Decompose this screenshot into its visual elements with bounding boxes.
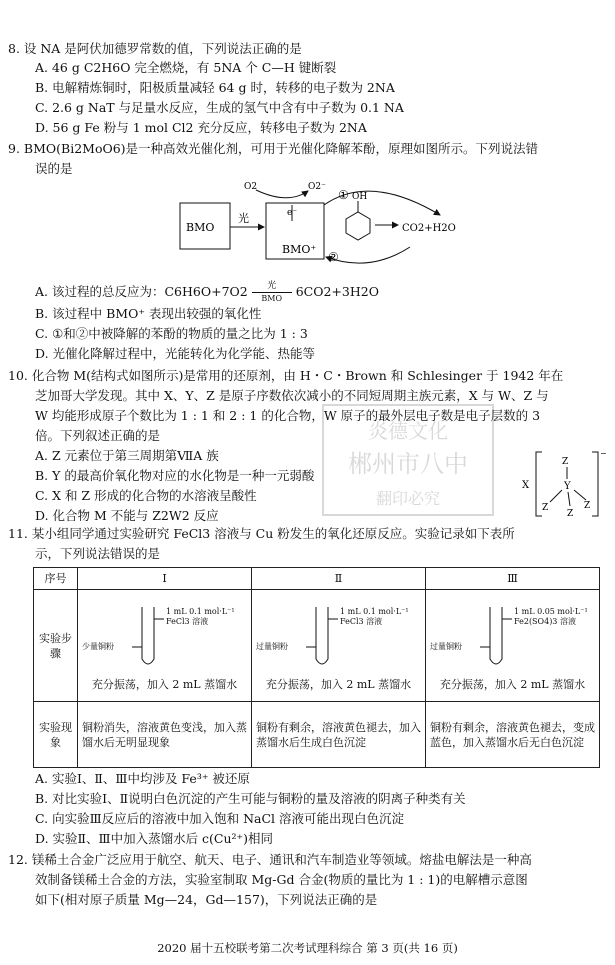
step2-shake: 充分振荡，加入 2 mL 蒸馏水: [265, 678, 412, 691]
header-index: 序号: [34, 568, 78, 590]
q9-option-c: C. ①和②中被降解的苯酚的物质的量之比为 1 : 3: [35, 326, 308, 341]
struct-x: X: [522, 480, 530, 491]
step-cell-1: [78, 590, 252, 702]
q8-option-d: D. 56 g Fe 粉与 1 mol Cl2 充分反应，转移电子数为 2NA: [35, 120, 367, 135]
path-2-label: ②: [328, 250, 339, 264]
q11-option-d: D. 实验Ⅱ、Ⅲ中加入蒸馏水后 c(Cu²⁺)相同: [35, 831, 274, 846]
struct-z-left: Z: [542, 503, 549, 513]
phenomenon-3: 铜粉有剩余，溶液黄色褪去，变成蓝色，加入蒸馏水后无白色沉淀: [426, 702, 600, 768]
header-exp-1: Ⅰ: [78, 568, 252, 590]
q10-stem-line2: 芝加哥大学发现。其中 X、Y、Z 是原子序数依次减小的不同短周期主族元素，X 与 W、Z 与: [35, 388, 549, 403]
q11-stem-line2: 示，下列说法错误的是: [35, 546, 161, 561]
table-header-row: [34, 568, 600, 590]
phenomenon-2: 铜粉有剩余，溶液黄色褪去，加入蒸馏水后生成白色沉淀: [252, 702, 426, 768]
q9-a-left: A. 该过程的总反应为：C6H6O+7O2: [35, 284, 248, 299]
step1-solution-label: 1 mL 0.1 mol·L⁻¹ FeCl3 溶液: [166, 607, 235, 626]
row-label-steps: 实验步骤: [34, 590, 78, 702]
header-exp-3: Ⅲ: [426, 568, 600, 590]
q9-stem-line1: 9. BMO(Bi2MoO6)是一种高效光催化剂，可用于光催化降解苯酚，原理如图所示。下列说法错: [8, 141, 539, 156]
compound-m-structure: [520, 444, 605, 524]
svg-text:郴州市八中: 郴州市八中: [348, 450, 468, 478]
q8-stem: 8. 设 NA 是阿伏加德罗常数的值，下列说法正确的是: [8, 41, 302, 56]
struct-z-top: Z: [562, 457, 569, 467]
experiment-table: [33, 567, 600, 768]
oh-label: OH: [352, 192, 368, 202]
struct-z-right: Z: [584, 501, 591, 511]
q8-option-b: B. 电解精炼铜时，阳极质量减轻 64 g 时，转移的电子数为 2NA: [35, 80, 395, 95]
phenol-ring-icon: [346, 212, 370, 240]
q10-stem-line3: W 均能形成原子个数比为 1 : 1 和 2 : 1 的化合物，W 原子的最外层电子数是电子层数的 3: [35, 408, 541, 423]
o2-arrow: [256, 190, 308, 198]
electron-label: e⁻: [287, 208, 298, 218]
q9-a-condition-light: 光: [267, 281, 277, 291]
bmo-plus-label: BMO⁺: [282, 243, 317, 256]
watermark-seal: [318, 400, 498, 520]
test-tube-diagram-2: [256, 599, 421, 677]
phenomenon-1: 铜粉消失，溶液黄色变浅，加入蒸馏水后无明显现象: [78, 702, 252, 768]
q9-option-a: [35, 282, 379, 303]
q10-stem-line1: 10. 化合物 M(结构式如图所示)是常用的还原剂，由 H・C・Brown 和 Schlesinger 于 1942 年在: [8, 368, 564, 383]
header-exp-2: Ⅱ: [252, 568, 426, 590]
step3-cu-label: 过量铜粉: [430, 642, 462, 651]
svg-text:−: −: [600, 449, 607, 458]
bmo-label: BMO: [186, 221, 215, 234]
step2-cu-label: 过量铜粉: [256, 642, 288, 651]
q12-stem-line1: 12. 镁稀土合金广泛应用于航空、航天、电子、通讯和汽车制造业等领域。熔盐电解法是一种高: [8, 852, 532, 867]
table-row-phenomena: [34, 702, 600, 768]
q12-stem-line2: 效制备镁稀土合金的方法，实验室制取 Mg-Gd 合金(物质的量比为 1 : 1)的电解槽示意图: [35, 872, 528, 887]
q11-option-c: C. 向实验Ⅲ反应后的溶液中加入饱和 NaCl 溶液可能出现白色沉淀: [35, 811, 405, 826]
q9-option-b: B. 该过程中 BMO⁺ 表现出较强的氧化性: [35, 306, 262, 321]
step-cell-3: [426, 590, 600, 702]
q10-option-c: C. X 和 Z 形成的化合物的水溶液呈酸性: [35, 488, 257, 503]
light-label: 光: [238, 212, 249, 225]
test-tube-diagram-3: [430, 599, 595, 677]
q10-option-b: B. Y 的最高价氧化物对应的水化物是一种一元弱酸: [35, 468, 315, 483]
q10-option-d: D. 化合物 M 不能与 Z2W2 反应: [35, 508, 219, 523]
o2-label: O2: [244, 182, 258, 192]
step1-cu-label: 少量铜粉: [82, 642, 114, 651]
q11-option-a: A. 实验Ⅰ、Ⅱ、Ⅲ中均涉及 Fe³⁺ 被还原: [35, 771, 250, 786]
q9-a-reaction-arrow: [252, 282, 292, 303]
svg-text:炎德文化: 炎德文化: [368, 419, 448, 443]
q11-option-b: B. 对比实验Ⅰ、Ⅱ说明白色沉淀的产生可能与铜粉的量及溶液的阴离子种类有关: [35, 791, 466, 806]
row-label-phenomena: 实验现象: [34, 702, 78, 768]
step3-shake: 充分振荡，加入 2 mL 蒸馏水: [439, 678, 586, 691]
q9-stem-line2: 误的是: [35, 161, 73, 176]
q10-option-a: A. Z 元素位于第三周期第ⅦA 族: [35, 448, 219, 463]
test-tube-diagram-1: [82, 599, 247, 677]
q9-option-d: D. 光催化降解过程中，光能转化为化学能、热能等: [35, 346, 316, 361]
struct-y: Y: [564, 481, 571, 492]
step3-solution-label: 1 mL 0.05 mol·L⁻¹ Fe2(SO4)3 溶液: [514, 607, 588, 626]
o2-minus-label: O2⁻: [308, 182, 326, 192]
step-cell-2: [252, 590, 426, 702]
photocatalysis-diagram: [170, 175, 490, 280]
path-1-label: ①: [338, 188, 349, 202]
q9-a-condition-bmo: BMO: [261, 294, 283, 303]
svg-text:翻印必究: 翻印必究: [375, 489, 441, 508]
q8-option-a: A. 46 g C2H6O 完全燃烧，有 5NA 个 C—H 键断裂: [35, 60, 337, 75]
q11-stem-line1: 11. 某小组同学通过实验研究 FeCl3 溶液与 Cu 粉发生的氧化还原反应。实验记录如下表所: [8, 526, 515, 541]
q8-option-c: C. 2.6 g NaT 与足量水反应，生成的氢气中含有中子数为 0.1 NA: [35, 100, 404, 115]
step1-shake: 充分振荡，加入 2 mL 蒸馏水: [91, 678, 238, 691]
table-row-steps: [34, 590, 600, 702]
q10-stem-line4: 倍。下列叙述正确的是: [35, 428, 161, 443]
q9-a-right: 6CO2+3H2O: [295, 284, 379, 299]
step2-solution-label: 1 mL 0.1 mol·L⁻¹ FeCl3 溶液: [340, 607, 409, 626]
page-footer: 2020 届十五校联考第二次考试理科综合 第 3 页(共 16 页): [157, 941, 458, 955]
product-label: CO2+H2O: [402, 223, 456, 234]
q12-stem-line3: 如下(相对原子质量 Mg—24，Gd—157)，下列说法正确的是: [35, 892, 378, 907]
struct-z-bottom: Z: [567, 509, 574, 519]
